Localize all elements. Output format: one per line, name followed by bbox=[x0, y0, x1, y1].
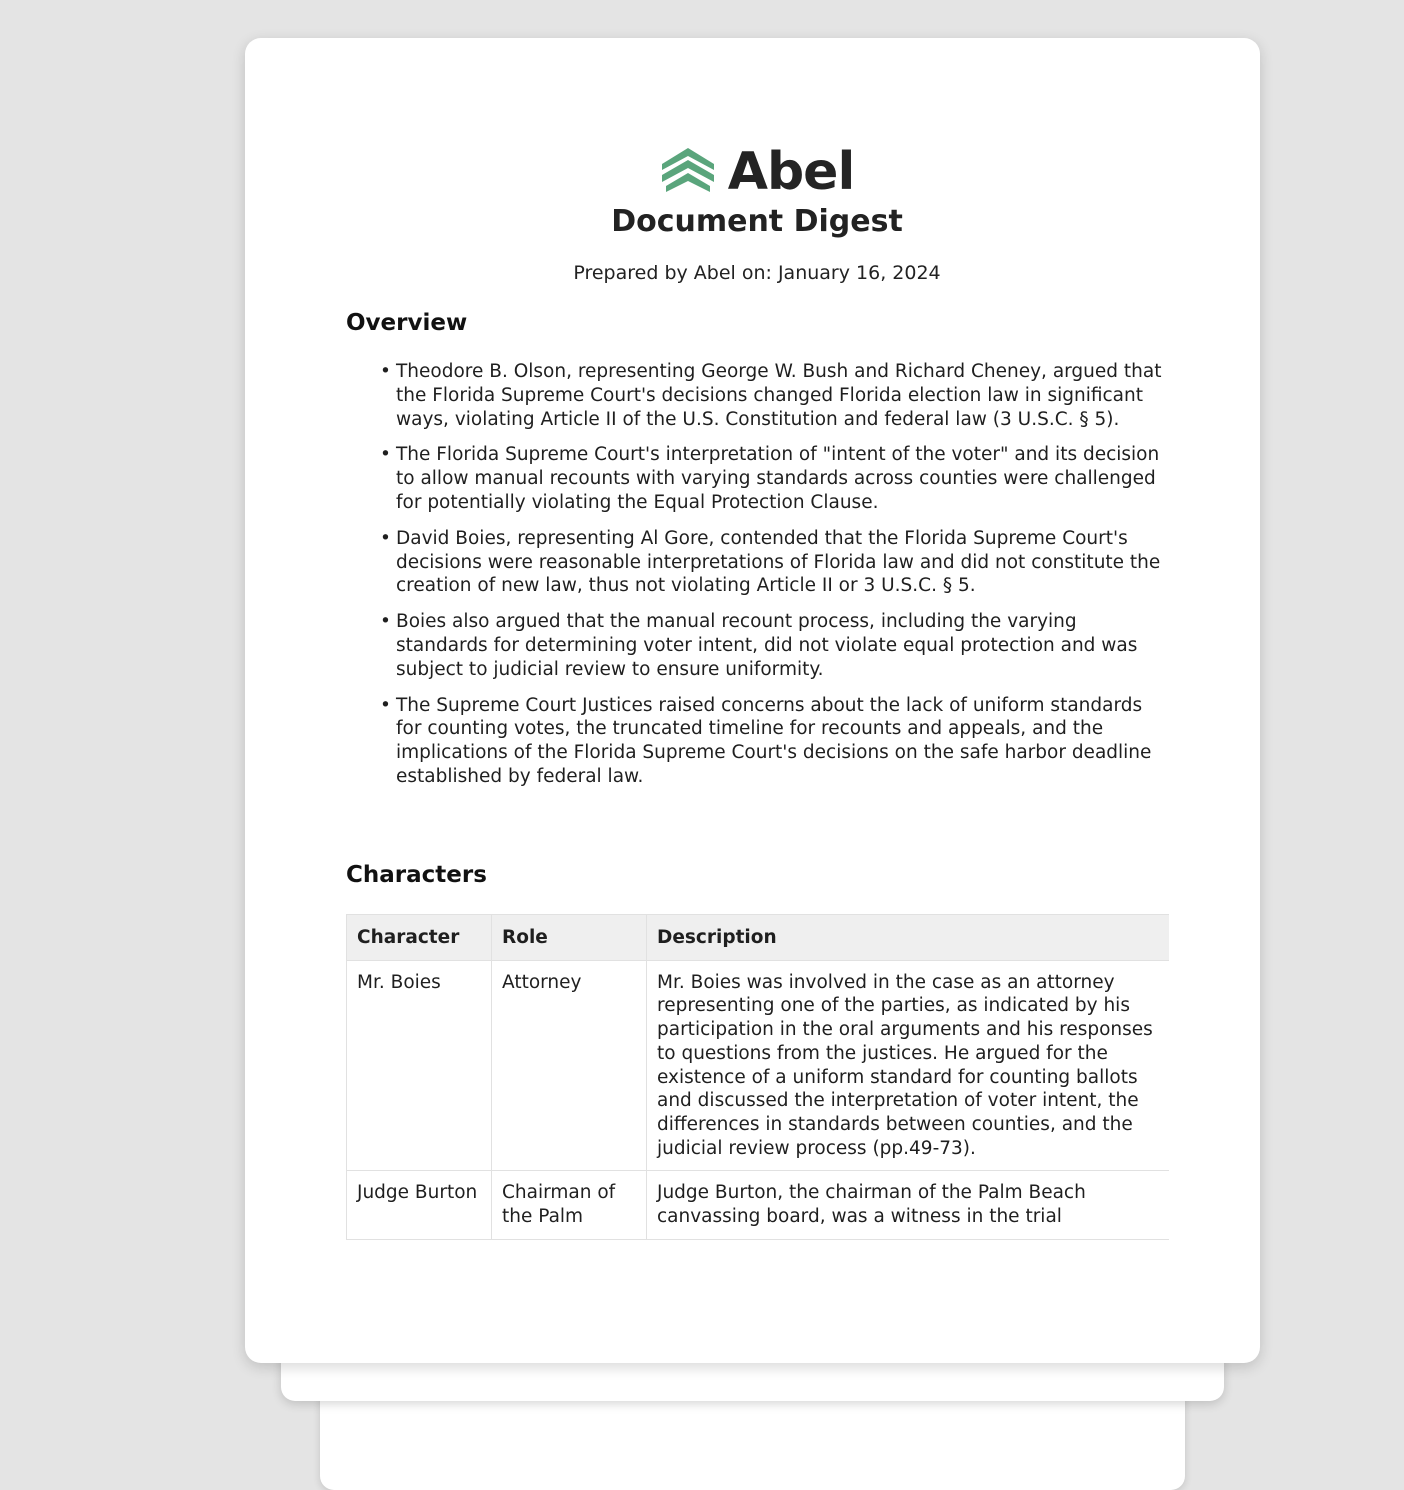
prepared-line: Prepared by Abel on: January 16, 2024 bbox=[573, 262, 941, 284]
brand-name: Abel bbox=[727, 142, 855, 202]
cell-character: Judge Burton bbox=[347, 1171, 492, 1239]
cell-description: Mr. Boies was involved in the case as an attorney representing one of the parties, as indicated by his participation in the oral arguments and his responses to questions from the justices. He argued for the existence of a uniform standard for counting ballots and discussed the interpretation of voter intent, the differences in standards between counties, and the judicial review process (pp.49-73). bbox=[647, 960, 1170, 1171]
brand-header bbox=[346, 142, 1168, 202]
characters-table-container bbox=[346, 914, 1169, 1275]
column-header-role: Role bbox=[492, 915, 647, 961]
table-row bbox=[347, 1171, 1170, 1239]
table-header-row bbox=[347, 915, 1170, 961]
characters-table bbox=[346, 914, 1169, 1240]
cell-character: Mr. Boies bbox=[347, 960, 492, 1171]
overview-bullet: • The Florida Supreme Court's interpretation of "intent of the voter" and its decision to allow manual recounts with varying standards across counties were challenged for potentially violating the Equal Protection Clause. bbox=[380, 443, 1170, 514]
layered-chevrons-logo-icon bbox=[660, 146, 716, 198]
overview-bullet: • David Boies, representing Al Gore, contended that the Florida Supreme Court's decisions were reasonable interpretations of Florida law and did not constitute the creation of new law, thus not violating Article II or 3 U.S.C. § 5. bbox=[380, 527, 1170, 598]
overview-heading: Overview bbox=[346, 310, 468, 336]
document-page bbox=[245, 38, 1260, 1363]
document-title: Document Digest bbox=[611, 204, 903, 239]
cell-description: Judge Burton, the chairman of the Palm Beach canvassing board, was a witness in the trial bbox=[647, 1171, 1170, 1239]
cell-role: Chairman of the Palm bbox=[492, 1171, 647, 1239]
overview-bullet: • The Supreme Court Justices raised concerns about the lack of uniform standards for counting votes, the truncated timeline for recounts and appeals, and the implications of the Florida Supreme Court's decisions on the safe harbor deadline established by federal law. bbox=[380, 694, 1170, 789]
overview-bullet-list bbox=[380, 360, 1170, 801]
column-header-description: Description bbox=[647, 915, 1170, 961]
overview-bullet: • Theodore B. Olson, representing George W. Bush and Richard Cheney, argued that the Florida Supreme Court's decisions changed Florida election law in significant ways, violating Article II of the U.S. Constitution and federal law (3 U.S.C. § 5). bbox=[380, 360, 1170, 431]
table-row bbox=[347, 960, 1170, 1171]
column-header-character: Character bbox=[347, 915, 492, 961]
characters-heading: Characters bbox=[346, 862, 487, 888]
cell-role: Attorney bbox=[492, 960, 647, 1171]
overview-bullet: • Boies also argued that the manual recount process, including the varying standards for determining voter intent, did not violate equal protection and was subject to judicial review to ensure uniformity. bbox=[380, 610, 1170, 681]
